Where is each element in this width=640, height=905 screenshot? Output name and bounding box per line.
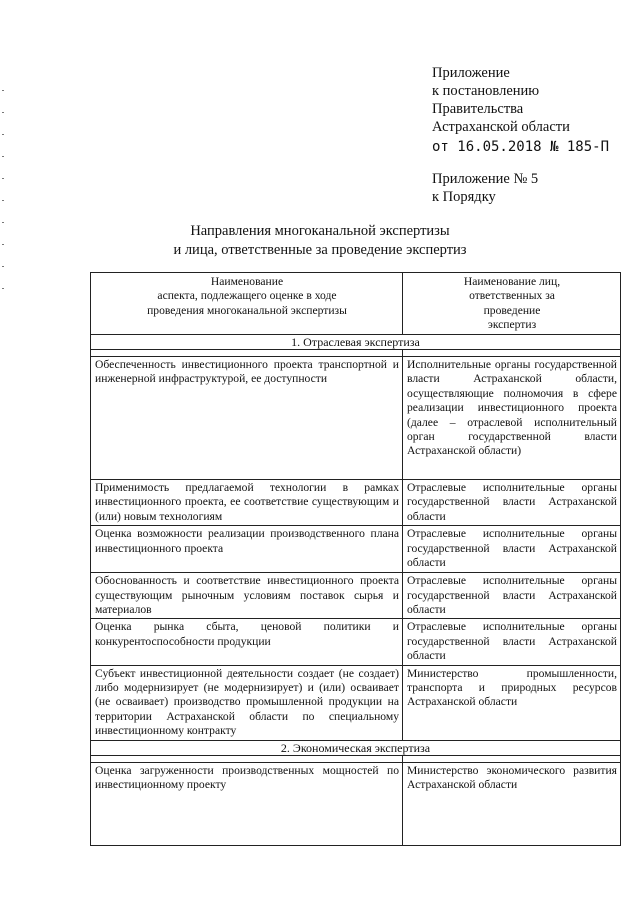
table-row [91, 573, 621, 619]
blank-row [91, 350, 621, 357]
appendix-reference [432, 170, 538, 206]
aspect-cell: Оценка возможности реализации производственного плана инвестиционного проекта [91, 526, 403, 573]
header-aspect-cell: Наименование аспекта, подлежащего оценке в ходе проведения многоканальной экспертизы [91, 273, 403, 335]
responsible-cell: Министерство экономического развития Астраханской области [403, 762, 621, 845]
title-line: Направления многоканальной экспертизы [190, 223, 450, 239]
document-title [0, 222, 640, 260]
header-line: Приложение [432, 65, 510, 81]
responsible-cell: Министерство промышленности, транспорта и природных ресурсов Астраханской области [403, 665, 621, 740]
responsible-cell: Отраслевые исполнительные органы государственной власти Астраханской области [403, 619, 621, 665]
section-row [91, 335, 621, 350]
section-title: 2. Экономическая экспертиза [91, 740, 621, 755]
table-row [91, 762, 621, 845]
table-row [91, 480, 621, 526]
scan-margin-marks [2, 90, 5, 350]
table-header-row [91, 273, 621, 335]
responsible-cell: Отраслевые исполнительные органы государственной власти Астраханской области [403, 526, 621, 573]
header-line: Правительства [432, 101, 524, 117]
blank-row [91, 755, 621, 762]
resolution-header [432, 64, 609, 156]
table-row [91, 619, 621, 665]
responsible-cell: Отраслевые исполнительные органы государственной власти Астраханской области [403, 480, 621, 526]
aspect-cell: Обоснованность и соответствие инвестиционного проекта существующим рыночным условиям поставок сырья и материалов [91, 573, 403, 619]
header-line: Астраханской области [432, 119, 570, 135]
aspect-cell: Оценка рынка сбыта, ценовой политики и конкурентоспособности продукции [91, 619, 403, 665]
aspect-cell: Применимость предлагаемой технологии в рамках инвестиционного проекта, ее соответствие существующим и (или) новым технологиям [91, 480, 403, 526]
aspect-cell: Оценка загруженности производственных мощностей по инвестиционному проекту [91, 762, 403, 845]
title-line: и лица, ответственные за проведение экспертиз [173, 242, 467, 258]
responsible-cell: Отраслевые исполнительные органы государственной власти Астраханской области [403, 573, 621, 619]
header-line: к постановлению [432, 83, 540, 99]
responsible-cell: Исполнительные органы государственной власти Астраханской области, осуществляющие полномочия в сфере реализации инвестиционного проекта (далее – отраслевой исполнительный орган государственной власти Астраханской области) [403, 357, 621, 480]
table-row [91, 665, 621, 740]
section-row [91, 740, 621, 755]
table-row [91, 526, 621, 573]
appendix-line: к Порядку [432, 189, 496, 205]
aspect-cell: Субъект инвестиционной деятельности создает (не создает) либо модернизирует (не модернизирует) и (или) осваивает (не осваивает) производство промышленной продукции на территории Астраханской области по специальному инвестиционному контракту [91, 665, 403, 740]
expertise-table [90, 272, 621, 846]
resolution-date-number: от 16.05.2018 № 185-П [432, 139, 610, 155]
header-responsible-cell: Наименование лиц, ответственных за проведение экспертиз [403, 273, 621, 335]
appendix-line: Приложение № 5 [432, 171, 539, 187]
section-title: 1. Отраслевая экспертиза [91, 335, 621, 350]
table-row [91, 357, 621, 480]
aspect-cell: Обеспеченность инвестиционного проекта транспортной и инженерной инфраструктурой, ее доступности [91, 357, 403, 480]
